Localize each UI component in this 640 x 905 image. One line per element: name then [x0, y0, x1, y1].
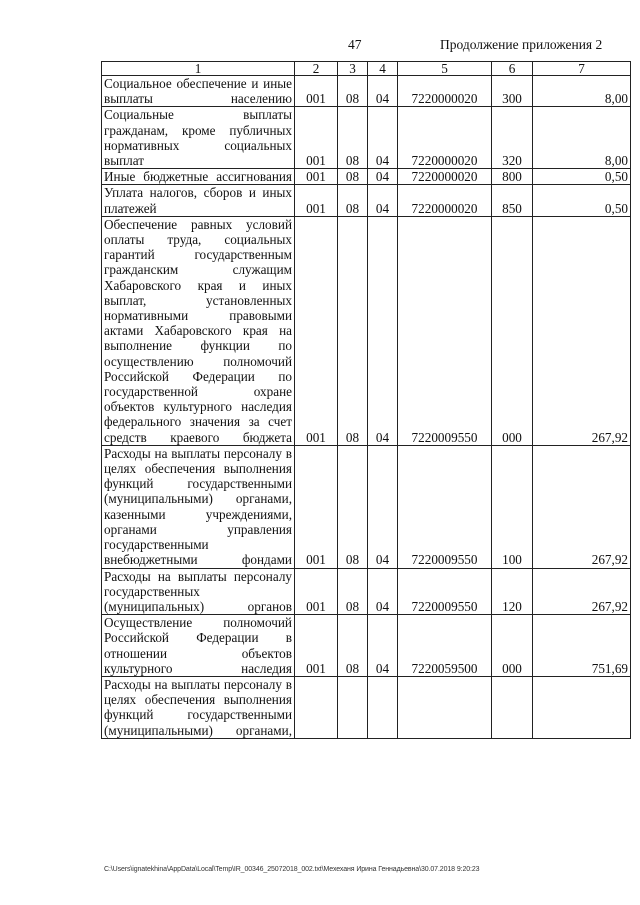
footer-file-path: C:\Users\ignatekhina\AppData\Local\Temp\IR_00346_25072018_002.txt\Мехеханя Ирина Геннадьевна\30.07.2018 9:20:23 — [104, 866, 480, 873]
table-row — [102, 185, 631, 216]
section-code-cell: 08 — [338, 76, 368, 107]
subsection-code-cell: 04 — [368, 107, 398, 169]
section-code-cell — [338, 676, 368, 738]
subsection-code-cell: 04 — [368, 445, 398, 568]
table-row — [102, 445, 631, 568]
section-code-cell: 08 — [338, 445, 368, 568]
expense-name-cell: Социальные выплаты гражданам, кроме публичных нормативных социальных выплат — [102, 107, 295, 169]
expense-name-cell: Осуществление полномочий Российской Федерации в отношении объектов культурного наследия — [102, 615, 295, 677]
amount-cell — [533, 676, 631, 738]
table-row — [102, 676, 631, 738]
table-row — [102, 107, 631, 169]
ministry-code-cell: 001 — [295, 445, 338, 568]
section-code-cell: 08 — [338, 185, 368, 216]
target-article-cell: 7220009550 — [398, 216, 492, 445]
continuation-label: Продолжение приложения 2 — [440, 37, 603, 52]
target-article-cell: 7220000020 — [398, 185, 492, 216]
ministry-code-cell: 001 — [295, 107, 338, 169]
expense-type-cell: 120 — [492, 568, 533, 615]
expense-type-cell: 800 — [492, 169, 533, 185]
subsection-code-cell: 04 — [368, 216, 398, 445]
column-header: 1 — [102, 62, 295, 76]
expense-type-cell: 000 — [492, 216, 533, 445]
amount-cell: 267,92 — [533, 445, 631, 568]
target-article-cell: 7220000020 — [398, 107, 492, 169]
column-header: 4 — [368, 62, 398, 76]
subsection-code-cell: 04 — [368, 76, 398, 107]
table-row — [102, 568, 631, 615]
column-header: 7 — [533, 62, 631, 76]
target-article-cell: 7220009550 — [398, 568, 492, 615]
section-code-cell: 08 — [338, 615, 368, 677]
amount-cell: 267,92 — [533, 216, 631, 445]
amount-cell: 267,92 — [533, 568, 631, 615]
ministry-code-cell: 001 — [295, 568, 338, 615]
expense-name-cell: Расходы на выплаты персоналу государственных (муниципальных) органов — [102, 568, 295, 615]
column-header: 5 — [398, 62, 492, 76]
section-code-cell: 08 — [338, 216, 368, 445]
table-row — [102, 76, 631, 107]
expense-name-cell: Обеспечение равных условий оплаты труда, социальных гарантий государственным гражданским служащим Хабаровского края и иных выплат, установленных нормативными правовыми актами Хабаровского края на выполнение функции по осуществлению полномочий Российской Федерации по государственной охране объектов культурного наследия федерального значения за счет средств краевого бюджета — [102, 216, 295, 445]
budget-table — [101, 61, 631, 739]
amount-cell: 8,00 — [533, 76, 631, 107]
expense-type-cell: 300 — [492, 76, 533, 107]
table-row — [102, 169, 631, 185]
target-article-cell: 7220000020 — [398, 169, 492, 185]
column-header: 6 — [492, 62, 533, 76]
amount-cell: 0,50 — [533, 169, 631, 185]
ministry-code-cell — [295, 676, 338, 738]
expense-type-cell: 850 — [492, 185, 533, 216]
subsection-code-cell: 04 — [368, 615, 398, 677]
expense-name-cell: Социальное обеспечение и иные выплаты населению — [102, 76, 295, 107]
column-header: 2 — [295, 62, 338, 76]
section-code-cell: 08 — [338, 169, 368, 185]
expense-name-cell: Расходы на выплаты персоналу в целях обеспечения выполнения функций государственными (муниципальными) органами, казенными учреждениями, органами управления государственными внебюджетными фондами — [102, 445, 295, 568]
amount-cell: 8,00 — [533, 107, 631, 169]
ministry-code-cell: 001 — [295, 615, 338, 677]
target-article-cell — [398, 676, 492, 738]
ministry-code-cell: 001 — [295, 169, 338, 185]
section-code-cell: 08 — [338, 568, 368, 615]
subsection-code-cell: 04 — [368, 568, 398, 615]
table-row — [102, 615, 631, 677]
page-number: 47 — [348, 37, 362, 52]
expense-type-cell: 000 — [492, 615, 533, 677]
amount-cell: 751,69 — [533, 615, 631, 677]
column-header: 3 — [338, 62, 368, 76]
table-header-row — [102, 62, 631, 76]
subsection-code-cell — [368, 676, 398, 738]
table-row — [102, 216, 631, 445]
ministry-code-cell: 001 — [295, 76, 338, 107]
section-code-cell: 08 — [338, 107, 368, 169]
expense-name-cell: Расходы на выплаты персоналу в целях обеспечения выполнения функций государственными (муниципальными) органами, — [102, 676, 295, 738]
subsection-code-cell: 04 — [368, 185, 398, 216]
expense-type-cell: 320 — [492, 107, 533, 169]
amount-cell: 0,50 — [533, 185, 631, 216]
expense-type-cell: 100 — [492, 445, 533, 568]
expense-type-cell — [492, 676, 533, 738]
ministry-code-cell: 001 — [295, 216, 338, 445]
target-article-cell: 7220009550 — [398, 445, 492, 568]
expense-name-cell: Уплата налогов, сборов и иных платежей — [102, 185, 295, 216]
ministry-code-cell: 001 — [295, 185, 338, 216]
expense-name-cell: Иные бюджетные ассигнования — [102, 169, 295, 185]
target-article-cell: 7220059500 — [398, 615, 492, 677]
target-article-cell: 7220000020 — [398, 76, 492, 107]
subsection-code-cell: 04 — [368, 169, 398, 185]
